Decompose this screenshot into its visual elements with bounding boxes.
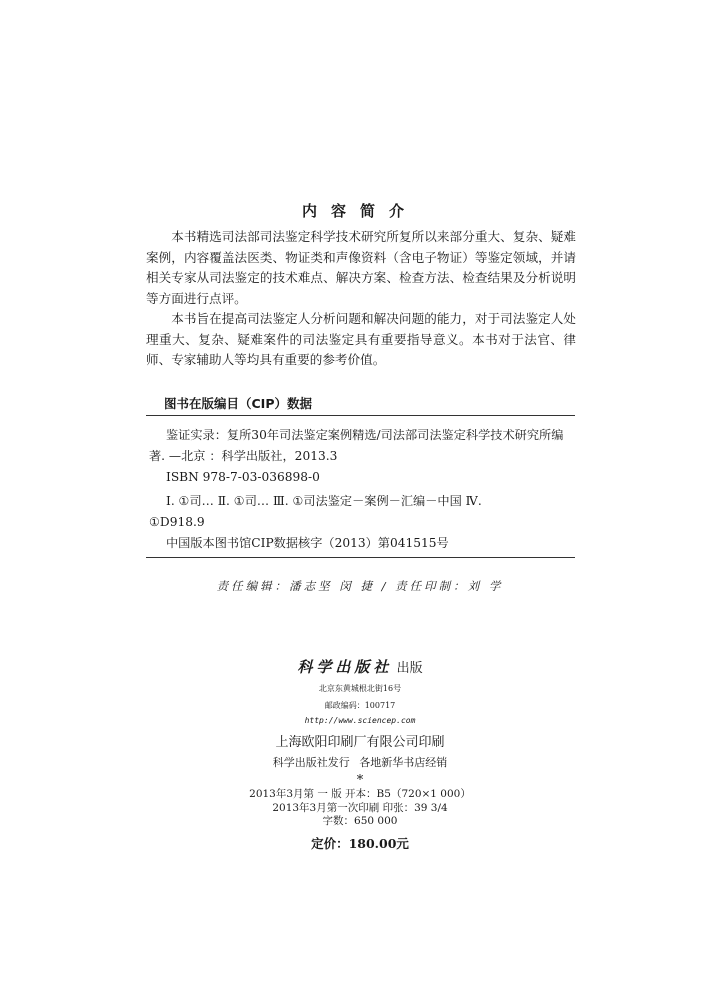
distribution: 科学出版社发行 各地新华书店经销 xyxy=(272,756,448,769)
printer: 上海欧阳印刷厂有限公司印刷 xyxy=(275,735,445,750)
intro-title: 内容简介 xyxy=(301,202,418,220)
cip-title-line: 鉴证实录：复所30年司法鉴定案例精选/司法部司法鉴定科学技术研究所编著. —北京 ：科学出版社，2013.3 xyxy=(149,428,564,463)
cip-class-number: ①D918.9 xyxy=(149,515,205,529)
edition-line-3: 字数：650 000 xyxy=(322,815,398,827)
publisher-logo: 科学出版社 xyxy=(297,658,393,676)
intro-body xyxy=(146,227,576,371)
responsible-editors: 责任编辑：潘志坚 闵 捷 / 责任印制：刘 学 xyxy=(216,579,504,593)
cip-top-rule xyxy=(146,415,575,416)
intro-paragraph-1: 本书精选司法部司法鉴定科学技术研究所复所以来部分重大、复杂、疑难案例，内容覆盖法医类、物证类和声像资料（含电子物证）等鉴定领域，并请相关专家从司法鉴定的技术难点、解决方案、检查方法、检查结果及分析说明等方面进行点评。 xyxy=(146,229,576,306)
cip-isbn: ISBN 978-7-03-036898-0 xyxy=(166,470,320,484)
publisher-postcode: 邮政编码：100717 xyxy=(324,701,396,710)
cip-record-number: 中国版本图书馆CIP数据核字（2013）第041515号 xyxy=(166,536,449,550)
cip-classification: Ⅰ. ①司… Ⅱ. ①司… Ⅲ. ①司法鉴定－案例－汇编－中国 Ⅳ. xyxy=(166,494,482,508)
cip-bottom-rule xyxy=(146,557,575,558)
publisher-line xyxy=(0,656,720,677)
edition-info xyxy=(0,788,720,829)
edition-line-2: 2013年3月第一次印刷 印张：39 3/4 xyxy=(272,801,448,814)
publisher-address: 北京东黄城根北街16号 xyxy=(318,684,402,693)
intro-paragraph-2: 本书旨在提高司法鉴定人分析问题和解决问题的能力，对于司法鉴定人处理重大、复杂、疑难案件的司法鉴定具有重要指导意义。本书对于法官、律师、专家辅助人等均具有重要的参考价值。 xyxy=(146,311,576,367)
publisher-url: http://www.sciencep.com xyxy=(304,716,416,725)
cip-header: 图书在版编目（CIP）数据 xyxy=(164,396,312,411)
separator-star: * xyxy=(356,773,364,788)
price: 定价：180.00元 xyxy=(311,836,409,851)
edition-line-1: 2013年3月第 一 版 开本：B5（720×1 000） xyxy=(249,788,471,800)
cip-block xyxy=(149,425,576,554)
publisher-suffix: 出版 xyxy=(396,661,423,676)
